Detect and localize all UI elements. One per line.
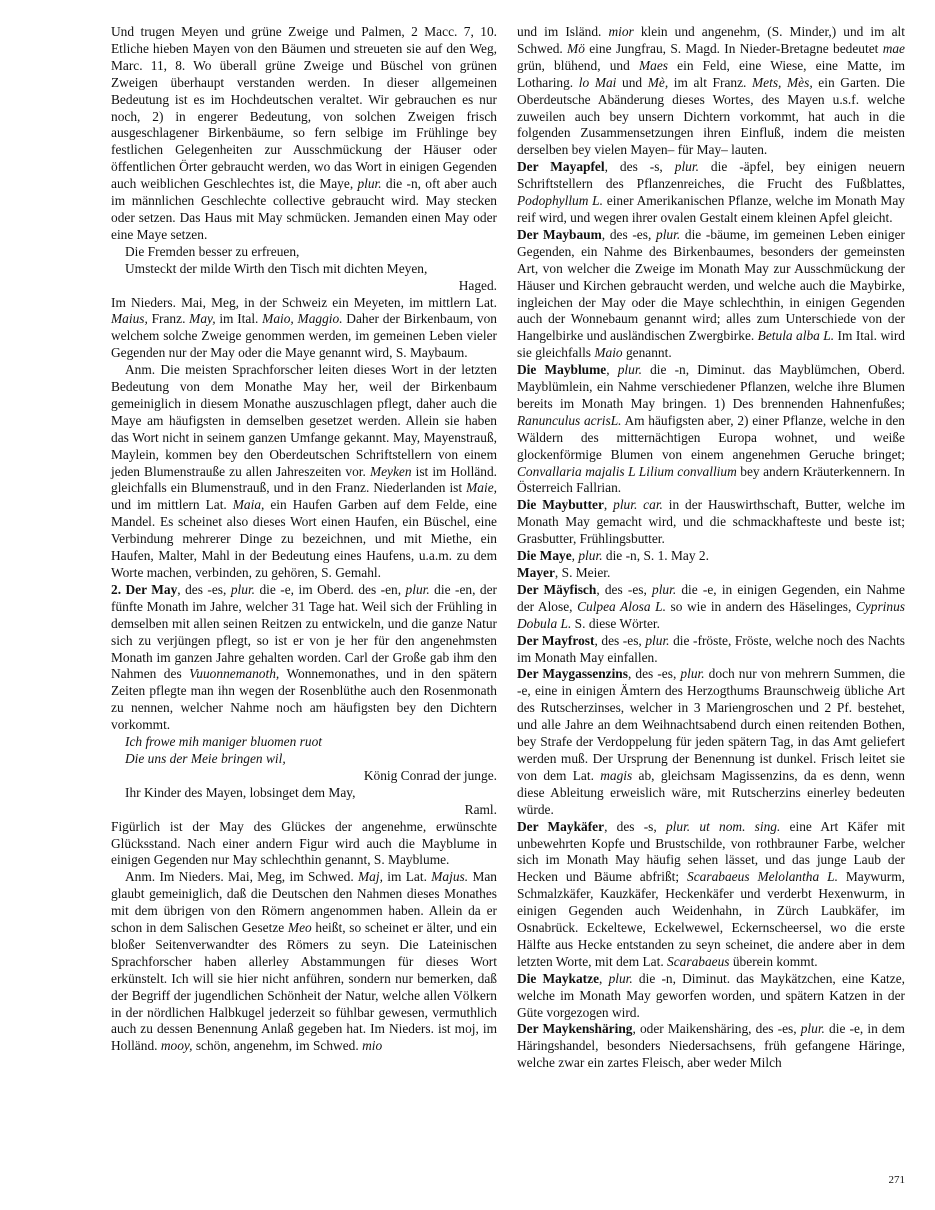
italic-term: Mets, Mès, [752,74,813,90]
italic-term: Maio [594,345,623,361]
right-paragraph [517,497,905,548]
text-run: im Ital. [215,311,263,327]
text-run: König Conrad der junge. [363,767,497,783]
text-run: schön, angenehm, im Schwed. [192,1038,363,1054]
text-run: ist im Holländ. gleichfalls ein Blumenstrauß, und in den Franz. Niederlanden ist [111,463,497,496]
headword: Der Maykenshäring [517,1021,633,1037]
right-paragraph [517,582,905,633]
text-run: die -e, im Oberd. des -en, [255,581,406,597]
text-run: Und trugen Meyen und grüne Zweige und Palmen, 2 Macc. 7, 10. Etliche hieben Mayen von den Bäumen und streueten sie auf den Weg, Marc. 11, 8. Wo überall grüne Zweige und Büschel von grünen Zweigen überhaupt verstanden werden. In dieser allgemeinen Bedeutung ist es im Hochdeutschen veraltet. Wir gebrauchen es nur noch, 2) in engerer Bedeutung, von solchen Zweigen frisch ausgeschlagener Birkenbäume, so fern selbige im Frühlinge bey festlichen Gelegenheiten zur Ausschmückung der Häuser oder öffentlichen Örter gebraucht werden, wo das Wort in einigen Gegenden auch weiblichen Geschlechtes ist, die Maye, [111,24,497,192]
text-run: und [616,74,648,90]
italic-term: Mö [567,40,585,56]
left-attribution [111,802,497,819]
text-run: , des -es, [594,632,646,648]
text-run: Man glaubt gemeiniglich, daß die Deutschen den Nahmen dieses Monathes mit dem übrigen von den Römern angenommen haben. Allein da er schon in dem Salischen Gesetze [111,869,497,936]
italic-term: Scarabaeus Melolantha L. [687,869,838,885]
text-run: Anm. Die meisten Sprachforscher leiten dieses Wort in der letzten Bedeutung von dem Monathe May her, weil der Birkenbaum gemeiniglich in diesem Monathe auszuschlagen pflegt, daher auch die Maye am häufigsten in demselben gesetzet werden. Allein sie haben das Wort nicht in seinem ganzen Umfange gekannt. May, Mayenstrauß, Maylein, kommen bey den Oberdeutschen Schriftstellern von einem jeden Blumenstrauße zu allen Jahreszeiten vor. [111,362,497,479]
text-run: genannt. [622,345,672,361]
text-run: in der Hauswirthschaft, Butter, welche im Monath May gemacht wird, und die schmackhafteste und beste ist; Grasbutter, Frühlingsbutter. [517,497,905,547]
text-run: Daher der Birkenbaum, von welchem solche Zweige genommen werden, im gemeinen Leben vieler Gegenden nur der May oder die Maye genannt wird, S. Maybaum. [111,311,497,361]
headword: Der Mayapfel [517,159,605,175]
text-run: , [571,548,579,564]
text-run: Ihr Kinder des Mayen, lobsinget dem May, [125,784,356,800]
right-paragraph [517,227,905,362]
right-text-column [517,24,905,1072]
italic-term: mooy, [160,1038,193,1054]
text-run: und im mittlern Lat. [111,497,233,513]
left-verse-line [111,734,497,751]
left-paragraph [111,295,497,363]
text-run: , des -es, [601,226,657,242]
italic-term: plur. [230,581,256,597]
text-run: S. diese Wörter. [571,615,660,631]
text-run: ein Garten. Die Oberdeutsche Abänderung dieses Wortes, des Mayen u.s.f. welche zuweilen auch bey unsern Dichtern vorkommt, hat auch in die folgenden Zusammensetzungen ihren Einfluß, indem die meisten derselben bey vielen Mayen– für May– lauten. [517,74,906,158]
text-run: und im Isländ. [517,24,609,39]
italic-term: plur. [357,176,382,192]
italic-term: mio [362,1038,383,1054]
italic-term: Mè, [647,74,669,90]
italic-term: Cyprinus Dobula L. [517,598,905,631]
right-paragraph [517,819,905,971]
text-run: Franz. [147,311,190,327]
headword: Der Maykäfer [517,818,605,834]
right-paragraph [517,633,905,667]
left-note-paragraph [111,362,497,582]
headword: Der Maybaum [517,226,602,242]
italic-term: Betula alba L. [757,328,835,344]
text-run: Anm. Im Nieders. Mai, Meg, im Schwed. [125,869,359,885]
text-run: Im Ital. wird sie gleichfalls [517,328,905,361]
italic-term: Scarabaeus [667,953,730,969]
headword: Die Maybutter [517,497,604,513]
left-paragraph [111,24,497,244]
text-run: Die Fremden besser zu erfreuen, [125,243,300,259]
text-run: , des -es, [177,581,231,597]
italic-term: Meo [287,920,312,936]
left-text-column [111,24,497,1055]
italic-term: Vuuonnemanoth, [189,666,280,682]
right-paragraph [517,971,905,1022]
headword: Der Maygassenzins [517,666,628,682]
italic-term: plur. [578,548,603,564]
italic-term: plur. [800,1021,825,1037]
italic-term: plur. [617,362,642,378]
text-run: doch nur von mehrern Summen, die -e, eine in einigen Ämtern des Herzogthums Braunschweig übliche Art des Rutscherzinses, welcher in 3 Mariengroschen und 2 Pf. bestehet, und alle Jahre an dem Weihnachtsabend durch einen reitenden Bothen, bey Strafe der Verdoppelung für jeden spätern Tag, in das Amt geliefert werden muß. Der Ursprung der Benennung ist dunkel. Frisch leitet sie von dem Lat. [517,666,906,783]
text-run: im alt Franz. [668,74,753,90]
italic-term: Maj, [358,869,383,885]
italic-term: Maius, [111,311,148,327]
italic-term: lo Mai [578,74,617,90]
headword: Die Maykatze [517,970,600,986]
headword: Der Mayfrost [517,632,595,648]
italic-term: plur. [405,581,430,597]
italic-term: Maes [638,57,668,73]
left-note-paragraph [111,869,497,1055]
italic-term: plur. [680,666,705,682]
italic-term: Ich frowe mih maniger bluomen ruot [125,734,322,750]
italic-term: Ranunculus acrisL. [517,412,622,428]
text-run: Figürlich ist der May des Glückes der angenehme, erwünschte Glücksstand. Nach einer andern Figur wird auch die Mayblume in einigen Gegenden nur May schlechthin genannt, S. Mayblume. [111,818,497,868]
text-run: die -n, S. 1. May 2. [602,548,709,564]
text-run: die -n, Diminut. das Mayblümchen, Oberd. Mayblümlein, ein Nahme verschiedener Pflanzen, welche ihre Blumen bereits im Monath May bringen. 1) Des brennenden Hahnenfußes; [517,362,905,411]
text-run: Maywurm, Schmalzkäfer, Kauzkäfer, Heckenkäfer und verderbt Hexenwurm, in einigen Gegenden auch Weidenhahn, in Zürch Laubkäfer, im Osnabrück. Eckeltewe, Eckelwewel, Eckernscheersel, wo die erste Hälfte aus Hecke entstanden zu seyn scheinet, die andere aber in dem letzten Worte, mit dem Lat. [517,869,905,969]
text-run: heißt, so scheinet er älter, und ein bloßer Seitenverwandter des Römers zu seyn. Die Lateinischen Sprachforscher haben allerley Abstammungen für dieses Wort erkünstelt. Ich will sie hier nicht anführen, sondern nur bemerken, daß der Begriff der jugendlichen Schönheit der Natur, welche allen Völkern in der nördlichen Halbkugel jederzeit so fühlbar gewesen, vermuthlich auch zu dessen Benennung Anlaß gegeben hat. Im Nieders. ist moj, im Holländ. [111,920,497,1054]
left-verse-line [111,785,497,802]
text-run: einer Amerikanischen Pflanze, welche im Monath May reif wird, und wegen ihrer ovalen Gestalt einem kleinen Apfel gleicht. [517,193,905,225]
text-run: die -en, der fünfte Monath im Jahre, welcher 31 Tage hat. Weil sich der Frühling in demselben mit allen seinen Reitzen zu entwickeln, und die ganze Natur sich zu verjüngen pflegt, so ist er von je her für den angenehmsten Monath im ganzen Jahre gehalten worden. Carl der Große gab ihm den Nahmen des [111,581,497,682]
text-run: die -e, in dem Häringshandel, besonders Niedersachsens, früh gefangene Häringe, welche zwar ein zartes Fleisch, aber weder Milch [517,1021,905,1071]
text-run: Im Nieders. Mai, Meg, in der Schweiz ein Meyeten, im mittlern Lat. [111,294,497,310]
text-run: die -fröste, Fröste, welche noch des Nachts im Monath May einfallen. [517,632,906,665]
right-paragraph [517,1021,905,1072]
right-paragraph [517,362,905,497]
text-run: , [606,362,618,378]
italic-term: Culpea Alosa L. [577,598,666,614]
italic-term: plur. [608,970,633,986]
headword: Die Maye [517,548,572,564]
left-attribution [111,278,497,295]
right-paragraph [517,548,905,565]
text-run: Umsteckt der milde Wirth den Tisch mit dichten Meyen, [125,260,428,276]
italic-term: plur. ut nom. sing. [665,818,781,834]
italic-term: Maie, [466,480,497,496]
italic-term: Meyken [369,463,412,479]
text-run: bey andern Kräuterkennern. In Österreich Fallrian. [517,463,905,496]
italic-term: May, [189,311,216,327]
italic-term: plur. [656,226,681,242]
left-verse-line [111,261,497,278]
italic-term: mior [608,24,634,39]
text-run: klein und angenehm, (S. Minder,) und im alt Schwed. [517,24,905,56]
headword: Mayer [517,565,555,580]
text-run: eine Jungfrau, S. Magd. In Nieder-Bretagne bedeutet [584,40,883,56]
right-paragraph [517,159,905,227]
text-run: so wie in andern des Häselinges, [665,598,856,614]
left-attribution [111,768,497,785]
text-run: ab, gleichsam Magissenzins, da es denn, wenn diese Ableitung erweislich wäre, mit Rutscherzins einerley bedeuten würde. [517,767,906,817]
text-run: , oder Maikenshäring, des -es, [632,1021,801,1037]
text-run: überein kommt. [729,953,818,969]
headword: Der Mäyfisch [517,581,597,597]
right-paragraph [517,666,905,818]
left-verse-line [111,244,497,261]
text-run: Haged. [458,277,497,293]
italic-term: Convallaria majalis L Lilium convallium [517,463,737,479]
page-number: 271 [888,1174,905,1186]
text-run: , [603,497,614,513]
text-run: , S. Meier. [554,565,611,580]
italic-term: mae [882,40,905,56]
headword: 2. Der May [111,581,178,597]
italic-term: plur. [645,632,670,648]
italic-term: Podophyllum L. [517,193,603,209]
text-run: , des -es, [627,666,681,682]
text-run: die -n, oft aber auch im männlichen Geschlechte collective gebraucht wird. May stecken oder setzen. Das Haus mit May schmücken. Jemanden einen May oder eine Maye setzen. [111,176,497,242]
italic-term: magis [600,767,633,783]
text-run: , des -s, [604,818,666,834]
text-run: , des -es, [596,581,652,597]
text-run: ein Haufen Garben auf dem Felde, eine Mandel. Es scheinet also dieses Wort einen Haufen, ein Büschel, eine Verbindung mehrerer Dinge zu bezeichnen, und mit Miethe, ein Haufen, Malter, Mahl in der Bedeutung eines Haufens, u.a.m. zu dem Worte machen, verbinden, zu gehören, S. Gemahl. [111,497,497,580]
italic-term: plur. [652,581,677,597]
text-run: die -bäume, im gemeinen Leben einiger Gegenden, ein Nahme des Birkenbaumes, besonders der gemeinsten Art, von welcher die Zweige im Monath May zur Ausschmückung der Häuser und Kirchen gebraucht werden, und welche auch die Maybirke, ingleichen der May oder die Maye schlechthin, in einigen Gegenden auch der Wonnebaum genannt wird; alles zum Unterschiede von der Hangelbirke und ausländischen Zwergbirke. [517,226,906,344]
left-paragraph [111,582,497,734]
text-run: die -äpfel, bey einigen neuern Schriftstellern des Pflanzenreiches, die Frucht des Fußblattes, [517,159,905,192]
headword: Die Mayblume [517,362,607,378]
text-run: , des -s, [604,159,675,175]
text-run: ein Feld, eine Wiese, eine Matte, im Lotharing. [517,57,905,90]
left-paragraph [111,819,497,870]
italic-term: Majus. [431,869,469,885]
text-run: eine Art Käfer mit unbewehrten Kopfe und Brustschilde, von rothbrauner Farbe, welcher sich im Monath May häufig sehen lässet, und das junge Laub der Hecken und Bäume abfrißt; [517,818,905,885]
text-run: grün, blühend, und [517,57,639,73]
italic-term: plur. car. [613,497,663,513]
italic-term: Die uns der Meie bringen wil, [125,750,286,766]
italic-term: plur. [674,159,699,175]
text-run: Am häufigsten aber, 2) einer Pflanze, welche in den Wäldern des mitternächtigen Europa wohnet, und weiße glockenförmige Blumen von einem angenehmen Geruche bringet; [517,412,905,462]
text-run: , [599,970,609,986]
italic-term: Maia, [232,497,265,513]
right-paragraph [517,565,905,582]
right-paragraph [517,24,905,159]
text-run: im Lat. [382,869,432,885]
text-run: Wonnemonathes, und in den spätern Zeiten pflegte man ihn wegen der Rosenblüthe auch den Rosenmonath zu nennen, welcher Nahme noch am häufigsten bey den Dichtern vorkommt. [111,666,497,733]
text-run: die -e, in einigen Gegenden, ein Nahme der Alose, [517,581,906,614]
left-verse-line [111,751,497,768]
text-run: die -n, Diminut. das Maykätzchen, eine Katze, welche im Monath May geworfen worden, und spätern Katzen in der Güte vorgezogen wird. [517,970,905,1020]
italic-term: Maio, Maggio. [262,311,343,327]
text-run: Raml. [464,801,497,817]
